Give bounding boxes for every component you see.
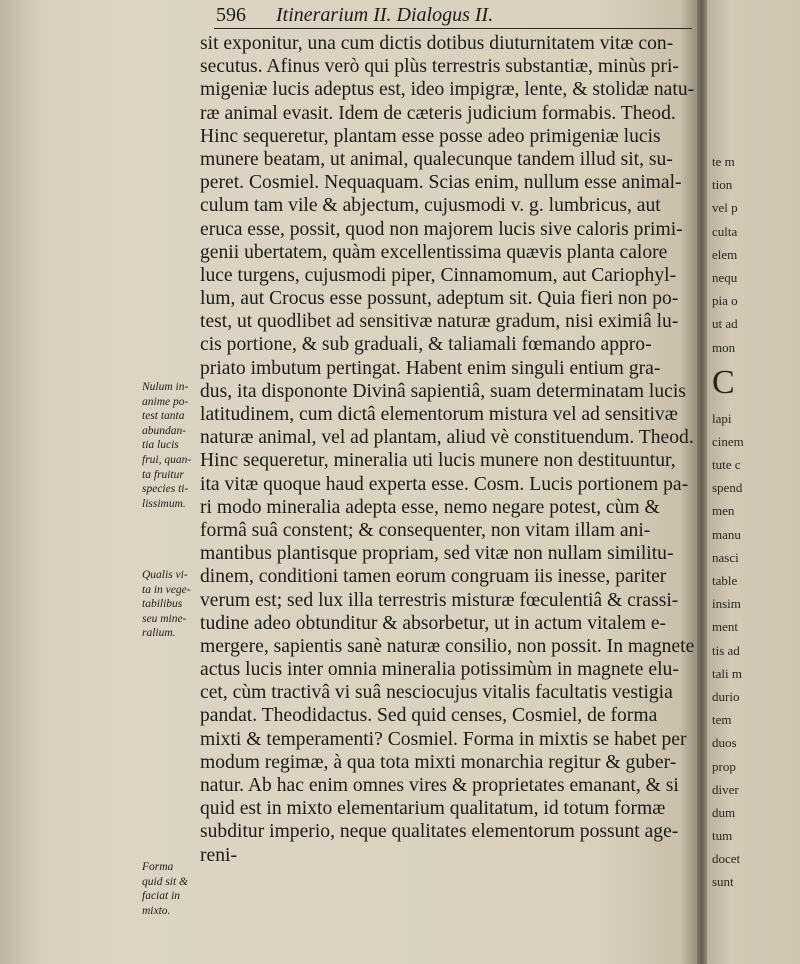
page-header bbox=[216, 4, 696, 30]
margin-note-line: lissimum. bbox=[142, 497, 186, 510]
right-page-word-fragment: elem bbox=[712, 246, 738, 262]
right-page-word-fragment: prop bbox=[712, 758, 736, 774]
right-page-word-fragment: vel p bbox=[712, 200, 738, 216]
text-line: priato imbutum pertingat. Habent enim singuli entium gra- bbox=[200, 357, 661, 379]
margin-note-line: abundan- bbox=[142, 424, 187, 437]
text-line: migeniæ lucis adeptus est, ideo impigræ, lente, & stolidæ natu- bbox=[200, 79, 695, 101]
right-page-word-fragment: insim bbox=[712, 596, 741, 612]
right-page-word-fragment: manu bbox=[712, 526, 741, 542]
text-line: munere beatam, ut animal, qualecunque tandem illud sit, su- bbox=[200, 148, 673, 170]
text-line: naturæ animal, vel ad plantam, aliud vè constituendum. Theod. bbox=[200, 427, 694, 449]
text-line: Hinc sequeretur, mineralia uti lucis munere non destituuntur, bbox=[200, 450, 676, 472]
margin-note-line: faciat in bbox=[142, 890, 181, 903]
right-page-word-fragment: C bbox=[712, 363, 735, 401]
right-page-word-fragment: culta bbox=[712, 223, 738, 239]
right-page-word-fragment: table bbox=[712, 573, 738, 588]
right-page-word-fragment: tali m bbox=[712, 665, 742, 681]
text-line: mixti & temperamenti? Cosmiel. Forma in mixtis se habet per bbox=[200, 728, 687, 750]
margin-note-line: frui, quan- bbox=[142, 453, 192, 466]
margin-note-line: Nulum in- bbox=[142, 381, 189, 393]
right-page-word-fragment: spend bbox=[712, 480, 743, 496]
margin-note-line: seu mine- bbox=[142, 612, 187, 625]
text-line: dus, ita dispononte Divinâ sapientiâ, suam determinatam lucis bbox=[200, 380, 686, 402]
right-page-word-fragment: nequ bbox=[712, 269, 738, 285]
text-line: Hinc sequeretur, plantam esse posse adeo primigeniæ lucis bbox=[200, 125, 661, 147]
text-line: pandat. Theodidactus. Sed quid censes, Cosmiel, de forma bbox=[200, 705, 658, 727]
right-page-fragment bbox=[712, 150, 798, 894]
right-page-word-fragment: cinem bbox=[712, 433, 744, 449]
margin-note-forma bbox=[142, 860, 200, 918]
text-line: sit exponitur, una cum dictis dotibus diuturnitatem vitæ con- bbox=[200, 33, 674, 54]
right-page-word-fragment: diver bbox=[712, 781, 739, 797]
text-line: formâ suâ constent; & consequenter, non vitam illam ani- bbox=[200, 519, 651, 541]
text-line: genii ubertatem, quàm excellentissima quævis planta calore bbox=[200, 241, 668, 263]
text-line: modum regimæ, à qua tota mixti monarchia regitur & guber- bbox=[200, 751, 677, 773]
text-line: natur. Ab hac enim omnes vires & proprietates emanant, & si bbox=[200, 775, 679, 796]
text-line: eruca esse, possit, quod non majorem lucis sive caloris primi- bbox=[200, 218, 683, 240]
right-page-word-fragment: tem bbox=[712, 712, 732, 728]
margin-note-line: Qualis vi- bbox=[142, 569, 188, 581]
right-page-word-fragment: lapi bbox=[712, 410, 732, 426]
margin-note-line: ta fruitur bbox=[142, 468, 184, 481]
running-title: Itinerarium II. Dialogus II. bbox=[276, 4, 494, 26]
text-line: cis portione, & sub graduali, & taliamali fœmando appro- bbox=[200, 334, 652, 356]
right-page-word-fragment: mon bbox=[712, 339, 736, 355]
text-line: quid est in mixto elementarium qualitatum, id totum formæ bbox=[200, 798, 666, 820]
margin-note-lucis bbox=[142, 380, 200, 511]
right-page-word-fragment: tis ad bbox=[712, 642, 740, 658]
text-line: latitudinem, cum dictâ elementorum mistura vel ad sensitivæ bbox=[200, 404, 678, 425]
margin-note-line: quid sit & bbox=[142, 875, 189, 888]
right-page-word-fragment: nasci bbox=[712, 549, 739, 565]
text-line: dinem, conditioni tamen eorum congruam iis inesse, pariter bbox=[200, 566, 667, 588]
right-page-word-fragment: tute c bbox=[712, 457, 741, 473]
right-page-word-fragment: durio bbox=[712, 688, 740, 704]
right-page-word-fragment: sunt bbox=[712, 874, 734, 890]
text-line: ræ animal evasit. Idem de cæteris judicium formabis. Theod. bbox=[200, 102, 676, 124]
right-page-word-fragment: tum bbox=[712, 828, 733, 844]
right-page-word-fragment: ment bbox=[712, 619, 738, 635]
text-line: test, ut quodlibet ad sensitivæ naturæ gradum, nisi eximiâ lu- bbox=[200, 311, 679, 333]
right-page-word-fragment: dum bbox=[712, 804, 736, 820]
margin-note-line: Forma bbox=[142, 861, 174, 873]
margin-note-line: ralium. bbox=[142, 627, 176, 640]
text-line: secutus. Afinus verò qui plùs terrestris substantiæ, minùs pri- bbox=[200, 56, 679, 78]
margin-note-line: tabilibus bbox=[142, 598, 183, 611]
right-page-word-fragment: pia o bbox=[712, 293, 738, 309]
text-line: peret. Cosmiel. Nequaquam. Scias enim, nullum esse animal- bbox=[200, 172, 682, 194]
text-line: lum, aut Crocus esse possunt, adeptum sit. Quia fieri non po- bbox=[200, 288, 679, 310]
header-rule bbox=[214, 28, 692, 29]
right-page-word-fragment: men bbox=[712, 503, 735, 519]
text-line: luce turgens, cujusmodi piper, Cinnamomum, aut Cariophyl- bbox=[200, 264, 677, 286]
main-text-block bbox=[200, 32, 698, 867]
text-line: reni- bbox=[200, 844, 237, 866]
text-line: verum est; sed lux illa terrestris misturæ fœculentiâ & crassi- bbox=[200, 589, 679, 611]
right-page-word-fragment: docet bbox=[712, 851, 741, 867]
right-page-word-fragment: te m bbox=[712, 154, 735, 169]
text-line: ri modo mineralia adepta esse, nemo negare potest, cùm & bbox=[200, 496, 660, 518]
right-page-word-fragment: tion bbox=[712, 177, 733, 193]
text-line: cet, cùm tractivâ vi suâ nesciocujus vitalis facultatis vestigia bbox=[200, 682, 673, 704]
text-line: subditur imperio, neque qualitates elementorum possunt age- bbox=[200, 821, 679, 843]
book-gutter bbox=[697, 0, 707, 964]
margin-note-line: tia lucis bbox=[142, 439, 179, 452]
margin-note-qualis-vita bbox=[142, 568, 200, 641]
margin-note-line: ta in vege- bbox=[142, 583, 191, 596]
margin-note-line: test tanta bbox=[142, 410, 185, 423]
text-line: mantibus plantisque propriam, sed vitæ non nullam similitu- bbox=[200, 543, 674, 565]
margin-note-line: anime po- bbox=[142, 395, 189, 408]
text-line: ita vitæ quoque haud experta esse. Cosm. Lucis portionem pa- bbox=[200, 473, 689, 495]
text-line: tudine adeo obtunditur & absorbetur, ut in actum vitalem e- bbox=[200, 612, 667, 634]
right-page-word-fragment: ut ad bbox=[712, 316, 738, 332]
text-line: actus lucis inter omnia mineralia potissimùm in magnete elu- bbox=[200, 659, 679, 681]
right-page-word-fragment: duos bbox=[712, 735, 737, 751]
page-number: 596 bbox=[216, 4, 246, 26]
margin-note-line: mixto. bbox=[142, 904, 171, 917]
text-line: mergere, sapientis sanè naturæ consilio, non possit. In magnete bbox=[200, 635, 695, 657]
text-line: culum tam vile & abjectum, cujusmodi v. g. lumbricus, aut bbox=[200, 195, 661, 217]
margin-note-line: species ti- bbox=[142, 483, 189, 496]
